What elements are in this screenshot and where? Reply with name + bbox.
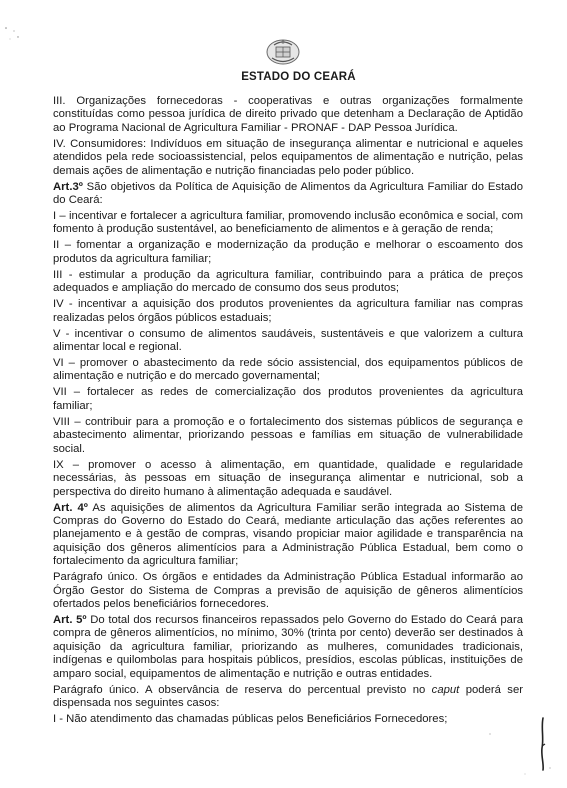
paragraph-art-5 bbox=[53, 614, 523, 681]
paragraph-text: Do total dos recursos financeiros repassados pelo Governo do Estado do Ceará para compra de gêneros alimentícios, no mínimo, 30% (trinta por cento) deverão ser destinados à aquisição da agricultura familiar, priorizando as mulheres, comunidades tradicionais, indígenas e quilombolas para hospitais públicos, presídios, escolas públicas, instituições de amparo social, equipamentos de alimentação e nutrição e outras entidades. bbox=[53, 613, 523, 680]
italic-term: caput bbox=[431, 683, 460, 696]
paragraph-text: Parágrafo único. Os órgãos e entidades da Administração Pública Estadual informarão ao Órgão Gestor do Sistema de Compras a previsão de aquisição de gêneros alimentícios ofertados pelos beneficiários fornecedores. bbox=[53, 571, 523, 610]
article-heading: Art. 4º bbox=[53, 501, 88, 514]
paragraph-text: Parágrafo único. A observância de reserva do percentual previsto no bbox=[53, 683, 432, 696]
paragraph-art-3-item-ii bbox=[53, 239, 523, 266]
article-heading: Art. 5º bbox=[53, 613, 87, 626]
state-header-title: ESTADO DO CEARÁ bbox=[241, 71, 356, 83]
paragraph-text: IV. Consumidores: Indivíduos em situação de insegurança alimentar e nutricional e aqueles atendidos pela rede socioassistencial, pelos equipamentos de alimentação e nutrição, pelas demais ações de alimentação e nutrição financiadas pelo poder público. bbox=[53, 137, 523, 177]
paragraph-text: III - estimular a produção da agricultura familiar, contribuindo para a prática de preços adequados e ampliação do mercado de consumo dos seus produtos; bbox=[53, 268, 523, 295]
paragraph-text: I - Não atendimento das chamadas públicas pelos Beneficiários Fornecedores; bbox=[53, 712, 448, 725]
paragraph-art-3-item-ix bbox=[53, 459, 523, 499]
paragraph-text: IX – promover o acesso à alimentação, em quantidade, qualidade e regularidade necessárias, às pessoas em situação de insegurança alimentar e nutricional, sob a perspectiva do direito humano à alimentação adequada e saudável. bbox=[53, 458, 523, 498]
paragraph-text: II – fomentar a organização e modernização da produção e melhorar o escoamento dos produtos da agricultura familiar; bbox=[53, 239, 523, 265]
paragraph-art-5-paragrafo-unico bbox=[53, 684, 523, 711]
paragraph-item-iv-consumidores bbox=[53, 138, 523, 178]
paragraph-art-4 bbox=[53, 502, 523, 569]
paragraph-art-5-item-i bbox=[53, 713, 523, 726]
paragraph-art-3-item-vii bbox=[53, 386, 523, 413]
paragraph-text: IV - incentivar a aquisição dos produtos provenientes da agricultura familiar nas compras realizadas pelos órgãos públicos estaduais; bbox=[53, 298, 523, 324]
paragraph-text: VI – promover o abastecimento da rede sócio assistencial, dos equipamentos públicos de alimentação e nutrição e do mercado governamental; bbox=[53, 357, 523, 383]
paragraph-text: As aquisições de alimentos da Agricultura Familiar serão integrada ao Sistema de Compras do Governo do Estado do Ceará, mediante articulação das ações referentes ao planejamento e à gestão de compras, visando propiciar maior agilidade e transparência na aquisição dos gêneros alimentícios para a Administração Pública Estadual, bem como o fortalecimento da agricultura familiar; bbox=[53, 501, 523, 568]
handwritten-mark-icon bbox=[536, 716, 550, 772]
paragraph-art-3-item-viii bbox=[53, 416, 523, 456]
scan-speck-mark bbox=[2, 22, 24, 44]
paragraph-art-3-item-iii bbox=[53, 269, 523, 296]
paragraph-text: VII – fortalecer as redes de comercialização dos produtos provenientes da agricultura familiar; bbox=[53, 386, 523, 412]
paragraph-text: São objetivos da Política de Aquisição de Alimentos da Agricultura Familiar do Estado do Ceará: bbox=[53, 180, 523, 207]
paragraph-art-4-paragrafo-unico bbox=[53, 571, 523, 611]
paragraph-text: I – incentivar e fortalecer a agricultura familiar, promovendo inclusão econômica e social, com fomento à produção sustentável, ao beneficiamento de alimentos e à geração de renda; bbox=[53, 210, 523, 236]
paragraph-text: VIII – contribuir para a promoção e o fortalecimento dos sistemas públicos de segurança e abastecimento alimentar, priorizando pessoas e famílias em situação de vulnerabilidade social. bbox=[53, 415, 523, 455]
paragraph-text: V - incentivar o consumo de alimentos saudáveis, sustentáveis e que valorizem a cultura alimentar local e regional. bbox=[53, 327, 523, 354]
article-heading: Art.3º bbox=[53, 180, 83, 193]
paragraph-art-3-item-vi bbox=[53, 357, 523, 384]
state-coat-of-arms-icon bbox=[265, 36, 301, 66]
paragraph-text: III. Organizações fornecedoras - cooperativas e outras organizações formalmente constituídas como pessoa jurídica de direito privado que detenham a Declaração de Aptidão ao Programa Nacional de Agricultura Familiar - PRONAF - DAP Pessoa Jurídica. bbox=[53, 95, 523, 134]
paragraph-text-tail: poderá ser dispensada nos seguintes casos: bbox=[53, 683, 523, 709]
paragraph-art-3-item-i bbox=[53, 210, 523, 237]
paragraph-art-3-item-v bbox=[53, 328, 523, 355]
document-body bbox=[53, 95, 523, 729]
paragraph-art-3 bbox=[53, 181, 523, 208]
paragraph-art-3-item-iv bbox=[53, 298, 523, 325]
paragraph-item-iii-organizacoes bbox=[53, 95, 523, 135]
